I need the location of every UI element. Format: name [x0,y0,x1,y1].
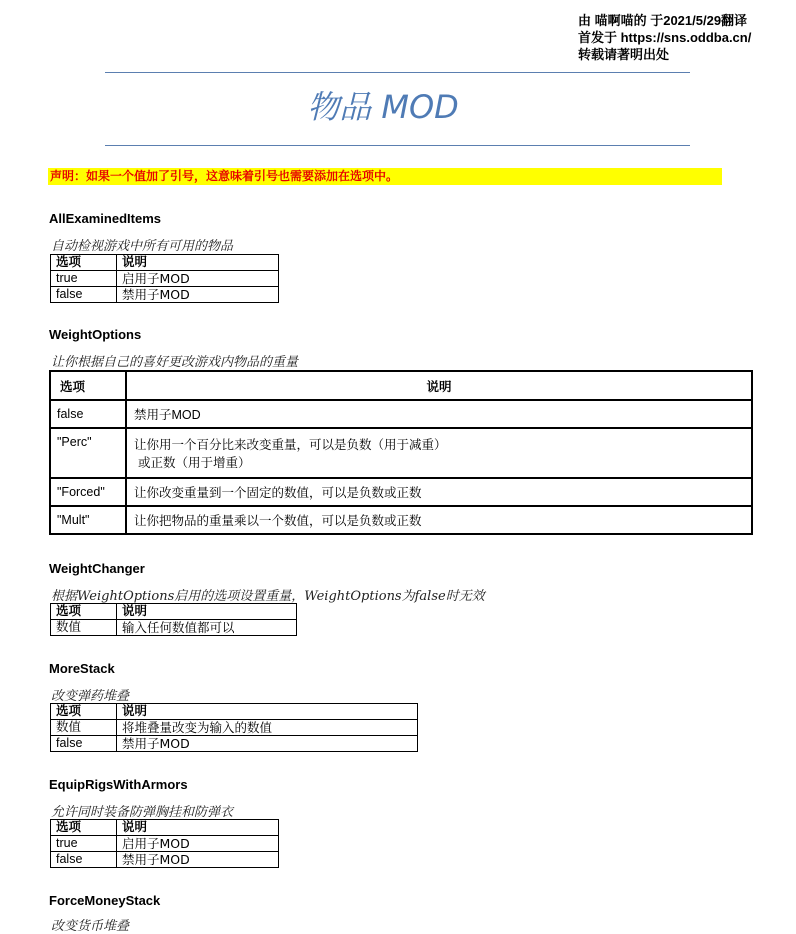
section-heading: MoreStack [49,661,115,676]
table-row [50,506,752,534]
page-title: 物品 MOD [307,88,459,126]
section-desc: 自动检视游戏中所有可用的物品 [51,239,234,254]
header-option: 选项 [51,604,117,620]
options-table [50,603,297,636]
option-desc: 启用子MOD [117,836,279,852]
section-heading: WeightOptions [49,327,142,342]
table-row [51,836,279,852]
section-desc: 让你根据自己的喜好更改游戏内物品的重量 [51,355,299,370]
table-row [51,852,279,868]
section-desc: 改变货币堆叠 [51,919,130,934]
table-header-row [50,371,752,400]
option-desc: 启用子MOD [117,271,279,287]
option-value: "Mult" [50,506,126,534]
option-desc: 让你用一个百分比来改变重量，可以是负数（用于减重） [134,438,447,452]
section-desc: 允许同时装备防弹胸挂和防弹衣 [51,805,234,820]
table-row [51,287,279,303]
header-option: 选项 [50,371,126,400]
translator-credit [578,12,751,63]
header-option: 选项 [51,820,117,836]
credit-line-2: 首发于 https://sns.oddba.cn/ [578,30,752,45]
notice-banner: 声明：如果一个值加了引号，这意味着引号也需要添加在选项中。 [48,168,722,185]
option-desc: 禁用子MOD [117,852,279,868]
header-option: 选项 [51,255,117,271]
credit-line-1: 由 喵啊喵的 于2021/5/29翻译 [578,13,748,28]
header-desc: 说明 [117,255,279,271]
table-row [50,478,752,506]
table-row [51,720,418,736]
section-heading: ForceMoneyStack [49,893,161,908]
option-value: false [51,287,117,303]
options-table [50,819,279,868]
option-value: 数值 [51,620,117,636]
option-value: false [50,400,126,428]
header-desc: 说明 [117,604,297,620]
table-row [51,736,418,752]
title-rule-top [105,72,690,73]
table-header-row [51,704,418,720]
option-desc: 将堆叠量改变为输入的数值 [117,720,418,736]
title-rule-bottom [105,145,690,146]
table-header-row [51,820,279,836]
option-desc: 让你把物品的重量乘以一个数值，可以是负数或正数 [126,506,752,534]
option-desc-continued: 或正数（用于增重） [138,456,251,470]
table-row [50,400,752,428]
section-heading: AllExaminedItems [49,211,161,226]
option-value: false [51,852,117,868]
table-row [51,620,297,636]
option-desc-cell [126,428,752,478]
option-desc: 禁用子MOD [126,400,752,428]
option-desc: 禁用子MOD [117,736,418,752]
option-value: true [51,836,117,852]
option-value: "Perc" [50,428,126,478]
section-heading: EquipRigsWithArmors [49,777,188,792]
credit-line-3: 转载请著明出处 [578,47,670,62]
section-desc: 改变弹药堆叠 [51,689,130,704]
header-desc: 说明 [126,371,752,400]
options-table-large [49,370,753,535]
option-value: true [51,271,117,287]
option-desc: 让你改变重量到一个固定的数值，可以是负数或正数 [126,478,752,506]
table-header-row [51,255,279,271]
header-desc: 说明 [117,704,418,720]
header-desc: 说明 [117,820,279,836]
section-heading: WeightChanger [49,561,145,576]
option-value: "Forced" [50,478,126,506]
table-row [50,428,752,478]
header-option: 选项 [51,704,117,720]
option-desc: 禁用子MOD [117,287,279,303]
option-value: false [51,736,117,752]
section-desc: 根据WeightOptions启用的选项设置重量，WeightOptions为false时无效 [51,589,485,604]
option-desc: 输入任何数值都可以 [117,620,297,636]
table-header-row [51,604,297,620]
options-table [50,254,279,303]
option-value: 数值 [51,720,117,736]
table-row [51,271,279,287]
options-table [50,703,418,752]
